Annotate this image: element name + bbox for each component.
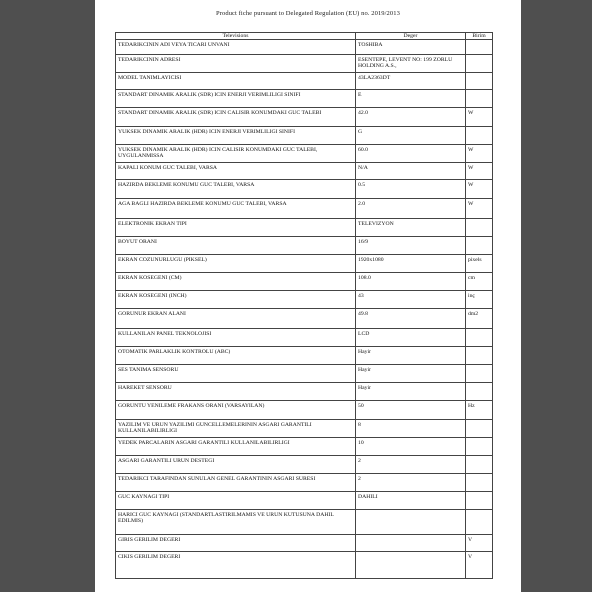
table-row	[116, 40, 493, 55]
row-property-cell: SES TANIMA SENSORU	[116, 365, 356, 383]
row-property-cell: EKRAN COZUNURLUGU (PIKSEL)	[116, 255, 356, 273]
row-unit-cell: W	[466, 199, 493, 219]
row-value-cell: Hayir	[356, 383, 466, 401]
row-unit-cell: W	[466, 145, 493, 163]
table-row	[116, 55, 493, 73]
row-value-cell: TELEVIZYON	[356, 219, 466, 237]
header-birim: Birim	[466, 33, 493, 40]
table-row	[116, 510, 493, 535]
row-property-cell: TEDARIKCI TARAFINDAN SUNULAN GENEL GARANTININ ASGARI SURESI	[116, 474, 356, 492]
table-row	[116, 474, 493, 492]
row-value-cell: LCD	[356, 329, 466, 347]
row-property-cell: GIRIS GERILIM DEGERI	[116, 535, 356, 552]
table-body	[116, 40, 493, 579]
row-unit-cell: cm	[466, 273, 493, 291]
row-value-cell: ESENTEPE, LEVENT NO: 199 ZORLU HOLDING A.S.,	[356, 55, 466, 73]
row-unit-cell: W	[466, 180, 493, 199]
row-unit-cell: dm2	[466, 309, 493, 329]
document-page	[95, 0, 521, 592]
row-property-cell: YAZILIM VE URUN YAZILIMI GUNCELLEMELERININ ASGARI GARANTILI KULLANILABILIRLIGI	[116, 420, 356, 438]
row-property-cell: GORUNUR EKRAN ALANI	[116, 309, 356, 329]
table-row	[116, 237, 493, 255]
row-property-cell: EKRAN KOSEGENI (INCH)	[116, 291, 356, 309]
row-value-cell: 43LA2363DT	[356, 73, 466, 90]
row-unit-cell: pixels	[466, 255, 493, 273]
row-value-cell: 2	[356, 474, 466, 492]
row-property-cell: GORUNTU YENILEME FRAKANS ORANI (VARSAYILAN)	[116, 401, 356, 420]
row-value-cell: Hayir	[356, 347, 466, 365]
row-unit-cell	[466, 347, 493, 365]
row-value-cell: 108.0	[356, 273, 466, 291]
document-title: Product fiche pursuant to Delegated Regulation (EU) no. 2019/2013	[216, 10, 400, 17]
row-unit-cell	[466, 219, 493, 237]
row-property-cell: EKRAN KOSEGENI (CM)	[116, 273, 356, 291]
row-unit-cell: V	[466, 535, 493, 552]
row-property-cell: STANDART DINAMIK ARALIK (SDR) ICIN CALISIR KONUMDAKI GUC TALEBI	[116, 108, 356, 127]
row-value-cell: 1920x1080	[356, 255, 466, 273]
table-row	[116, 365, 493, 383]
row-value-cell: 60.0	[356, 145, 466, 163]
table-row	[116, 273, 493, 291]
table-row	[116, 383, 493, 401]
row-unit-cell	[466, 90, 493, 108]
table-row	[116, 492, 493, 510]
row-value-cell	[356, 510, 466, 535]
row-property-cell: YEDEK PARCALARIN ASGARI GARANTILI KULLANILABILIRLIGI	[116, 438, 356, 456]
row-value-cell: DAHILI	[356, 492, 466, 510]
row-value-cell: 42.0	[356, 108, 466, 127]
row-unit-cell	[466, 73, 493, 90]
row-property-cell: AGA BAGLI HAZIRDA BEKLEME KONUMU GUC TALEBI, VARSA	[116, 199, 356, 219]
row-unit-cell: W	[466, 108, 493, 127]
table-header-row	[116, 33, 493, 40]
row-property-cell: OTOMATIK PARLAKLIK KONTROLU (ABC)	[116, 347, 356, 365]
row-property-cell: BOYUT ORANI	[116, 237, 356, 255]
row-property-cell: HARICI GUC KAYNAGI (STANDARTLASTIRILMAMIS VE URUN KUTUSUNA DAHIL EDILMIS)	[116, 510, 356, 535]
row-property-cell: MODEL TANIMLAYICISI	[116, 73, 356, 90]
row-property-cell: TEDARIKCININ ADI VEYA TICARI UNVANI	[116, 40, 356, 55]
row-unit-cell	[466, 383, 493, 401]
table-row	[116, 309, 493, 329]
row-property-cell: KULLANILAN PANEL TEKNOLOJISI	[116, 329, 356, 347]
table-row	[116, 90, 493, 108]
row-unit-cell	[466, 237, 493, 255]
table-row	[116, 420, 493, 438]
table-row	[116, 255, 493, 273]
row-value-cell	[356, 552, 466, 579]
row-value-cell: 2.0	[356, 199, 466, 219]
row-value-cell: E	[356, 90, 466, 108]
row-value-cell: Hayir	[356, 365, 466, 383]
row-property-cell: ASGARI GARANTILI URUN DESTEGI	[116, 456, 356, 474]
row-property-cell: YUKSEK DINAMIK ARALIK (HDR) ICIN ENERJI VERIMLILIGI SINIFI	[116, 127, 356, 145]
row-property-cell: HAZIRDA BEKLEME KONUMU GUC TALEBI, VARSA	[116, 180, 356, 199]
row-value-cell: 8	[356, 420, 466, 438]
row-value-cell: 10	[356, 438, 466, 456]
table-row	[116, 401, 493, 420]
table-row	[116, 347, 493, 365]
table-row	[116, 145, 493, 163]
table-row	[116, 163, 493, 180]
row-unit-cell	[466, 420, 493, 438]
row-value-cell	[356, 535, 466, 552]
row-value-cell: 16/9	[356, 237, 466, 255]
table-row	[116, 535, 493, 552]
table-row	[116, 180, 493, 199]
row-property-cell: HAREKET SENSORU	[116, 383, 356, 401]
row-property-cell: GUC KAYNAGI TIPI	[116, 492, 356, 510]
row-unit-cell	[466, 510, 493, 535]
row-unit-cell	[466, 492, 493, 510]
table-row	[116, 108, 493, 127]
product-fiche-table	[115, 32, 493, 579]
row-value-cell: N/A	[356, 163, 466, 180]
row-value-cell: TOSHIBA	[356, 40, 466, 55]
row-unit-cell	[466, 438, 493, 456]
table-row	[116, 456, 493, 474]
row-unit-cell	[466, 55, 493, 73]
table-row	[116, 219, 493, 237]
row-unit-cell	[466, 40, 493, 55]
row-property-cell: STANDART DINAMIK ARALIK (SDR) ICIN ENERJI VERIMLILIGI SINIFI	[116, 90, 356, 108]
row-value-cell: G	[356, 127, 466, 145]
row-value-cell: 49.8	[356, 309, 466, 329]
row-value-cell: 0.5	[356, 180, 466, 199]
table-row	[116, 73, 493, 90]
row-unit-cell: Hz	[466, 401, 493, 420]
row-unit-cell	[466, 127, 493, 145]
row-value-cell: 50	[356, 401, 466, 420]
row-property-cell: KAPALI KONUM GUC TALEBI, VARSA	[116, 163, 356, 180]
row-unit-cell	[466, 365, 493, 383]
header-televisions: Televisions	[116, 33, 356, 40]
row-unit-cell	[466, 456, 493, 474]
table-row	[116, 199, 493, 219]
table-row	[116, 438, 493, 456]
row-value-cell: 43	[356, 291, 466, 309]
row-unit-cell	[466, 329, 493, 347]
row-unit-cell: W	[466, 163, 493, 180]
table-row	[116, 127, 493, 145]
row-unit-cell	[466, 474, 493, 492]
table-row	[116, 552, 493, 579]
table-row	[116, 291, 493, 309]
row-property-cell: CIKIS GERILIM DEGERI	[116, 552, 356, 579]
row-property-cell: YUKSEK DINAMIK ARALIK (HDR) ICIN CALISIR KONUMDAKI GUC TALEBI, UYGULANMISSA	[116, 145, 356, 163]
row-value-cell: 2	[356, 456, 466, 474]
table-row	[116, 329, 493, 347]
row-property-cell: TEDARIKCININ ADRESI	[116, 55, 356, 73]
row-unit-cell: inç	[466, 291, 493, 309]
header-deger: Deger	[356, 33, 466, 40]
row-property-cell: ELEKTRONIK EKRAN TIPI	[116, 219, 356, 237]
row-unit-cell: V	[466, 552, 493, 579]
